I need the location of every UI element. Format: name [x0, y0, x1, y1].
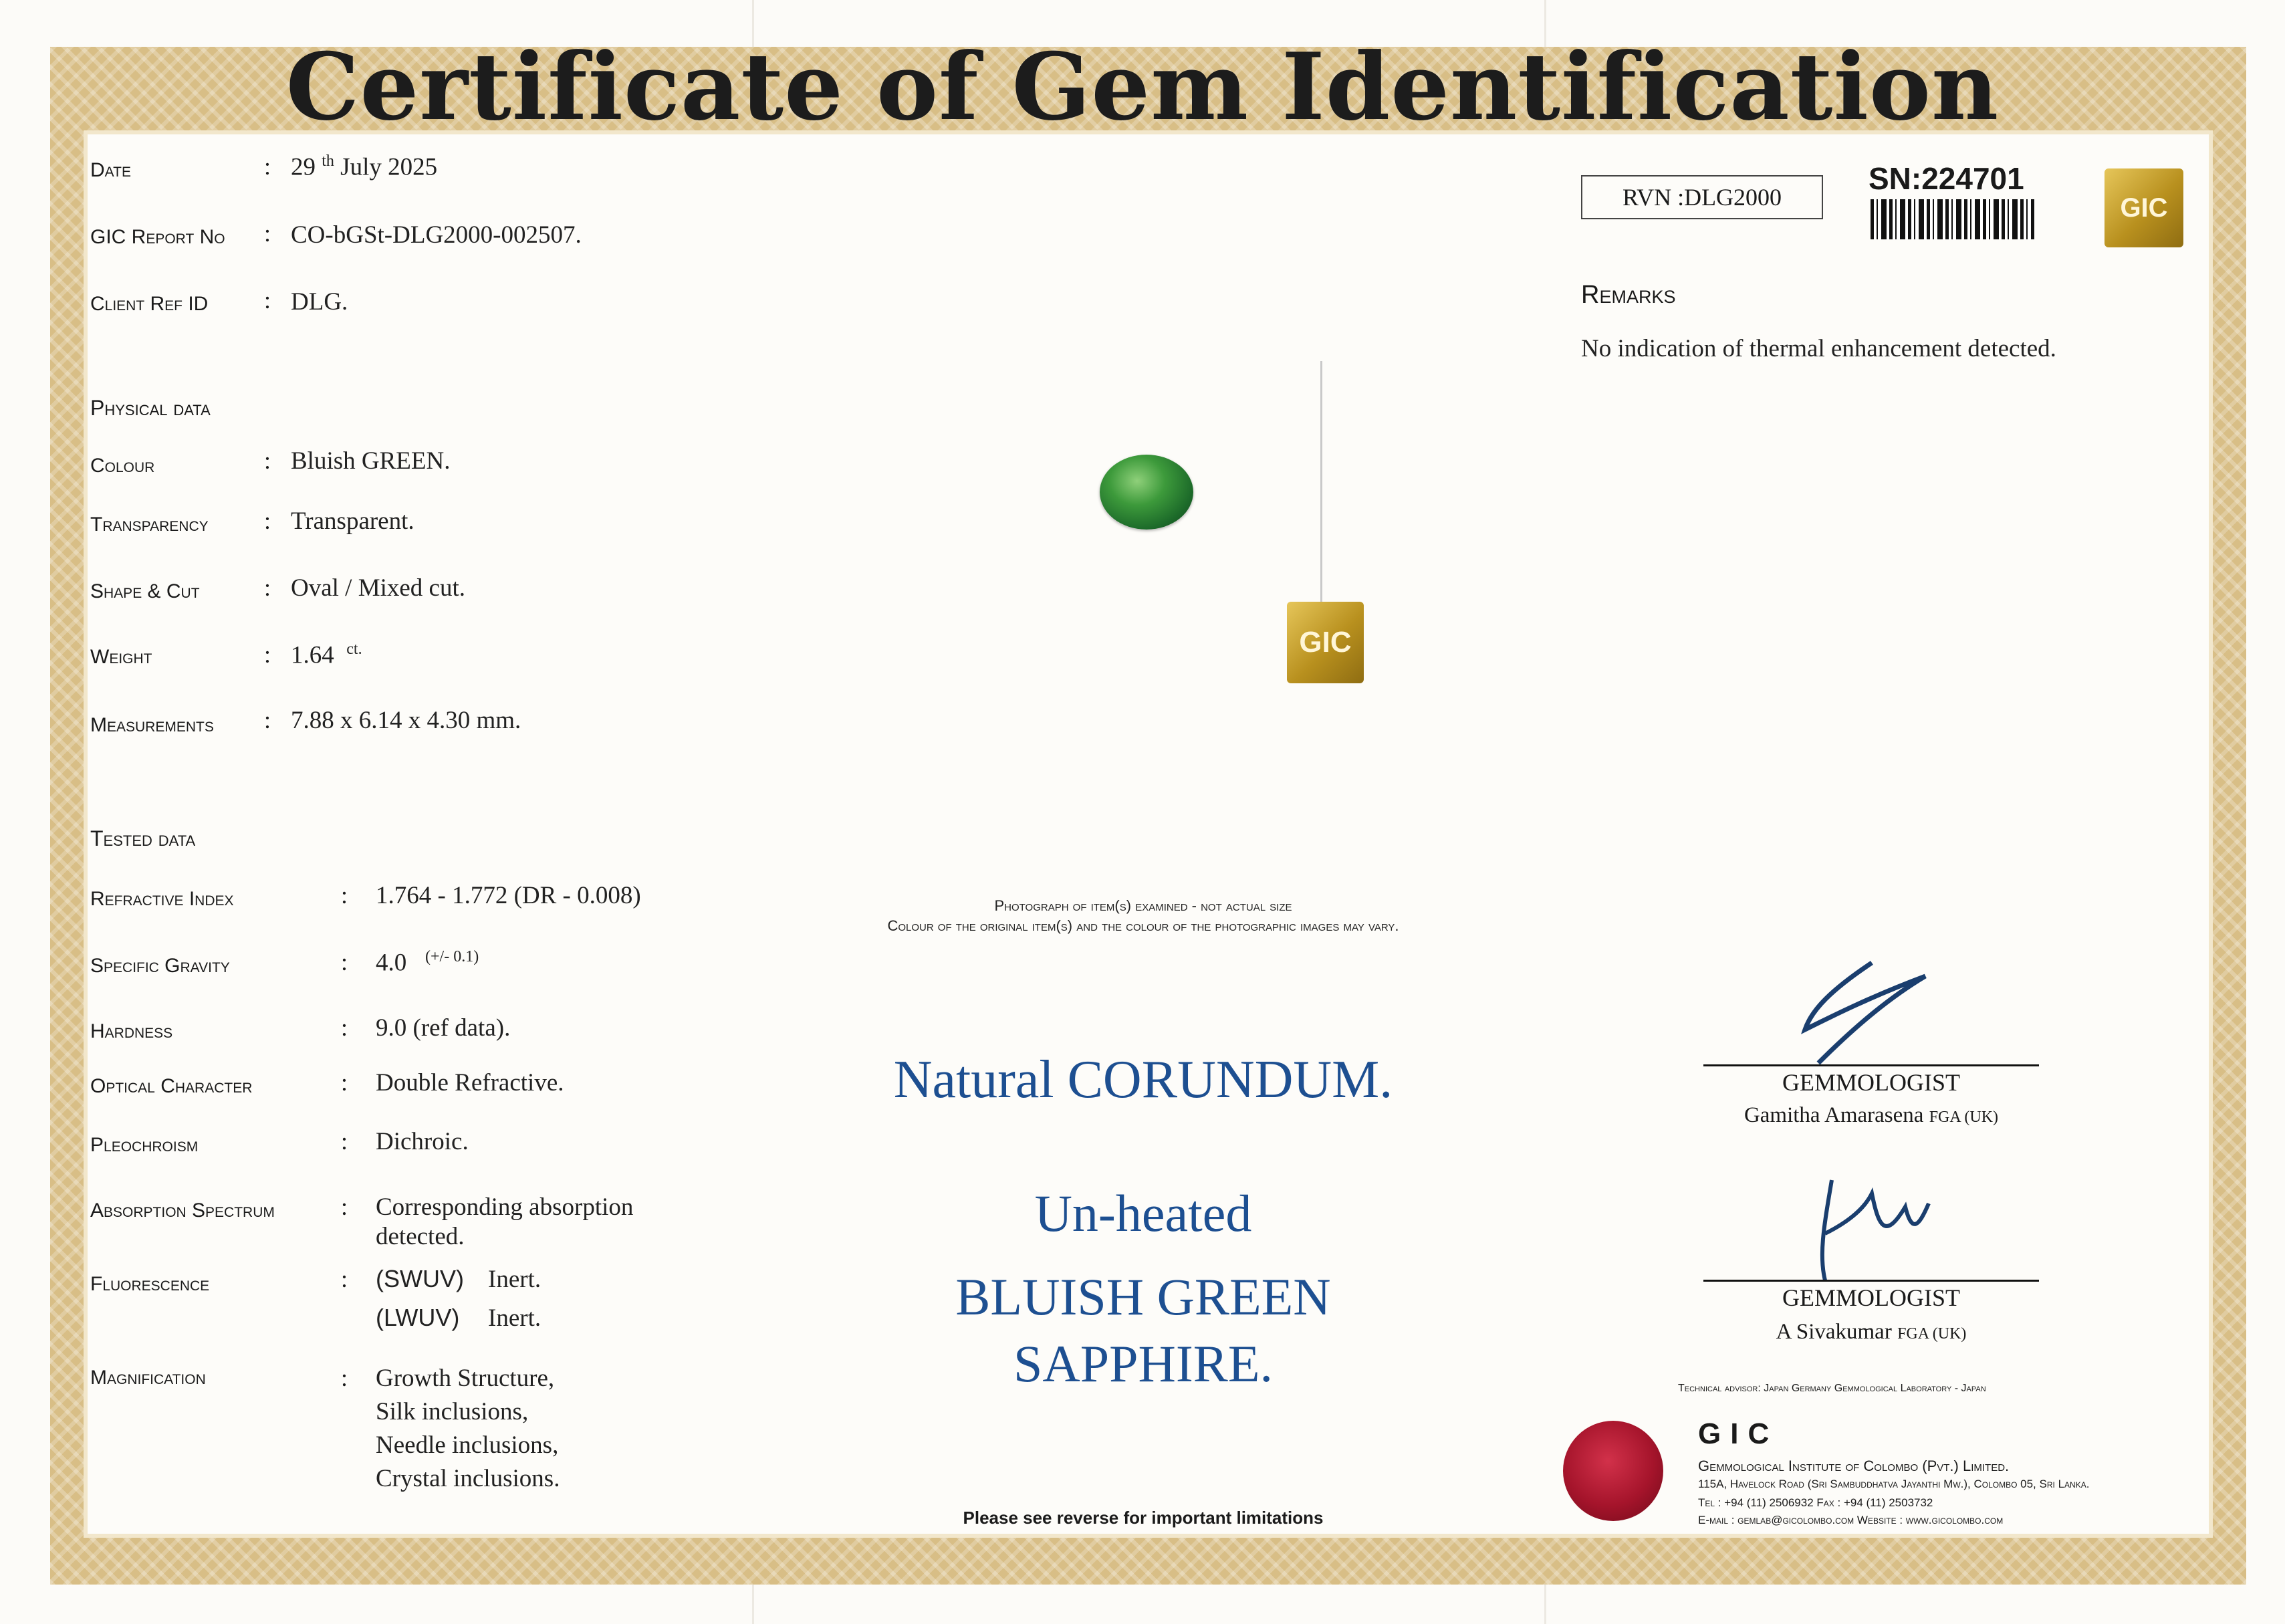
reverse-note: Please see reverse for important limitations — [963, 1508, 1324, 1528]
shape-cut-label: Shape & Cut — [90, 580, 200, 602]
colon: : — [264, 153, 271, 180]
hardness-value: 9.0 (ref data). — [376, 1014, 511, 1042]
gemmologist-2-name: A Sivakumar FGA (UK) — [1776, 1320, 1967, 1344]
report-no-value: CO-bGSt-DLG2000-002507. — [291, 221, 582, 249]
tested-data-title: Tested data — [90, 826, 196, 850]
shape-cut-value: Oval / Mixed cut. — [291, 574, 466, 602]
rvn-box: RVN :DLG2000 — [1581, 175, 1823, 219]
gemmologist-2-role: GEMMOLOGIST — [1782, 1284, 1960, 1311]
colon: : — [264, 641, 271, 668]
magnification-line: Growth Structure, — [376, 1365, 555, 1392]
gic-hologram-seal: GIC — [1287, 602, 1364, 683]
magnification-line: Needle inclusions, — [376, 1431, 559, 1459]
signature-2-icon — [1805, 1167, 1939, 1287]
wax-seal-icon — [1563, 1421, 1663, 1521]
lwuv-label: (LWUV) — [376, 1304, 460, 1331]
signature-1-icon — [1792, 949, 1952, 1070]
magnification-label: Magnification — [90, 1367, 206, 1389]
ri-value: 1.764 - 1.772 (DR - 0.008) — [376, 882, 641, 909]
absorption-value: Corresponding absorption — [376, 1193, 634, 1221]
physical-data-title: Physical data — [90, 396, 211, 420]
colon: : — [264, 220, 271, 247]
variety-line-2: SAPPHIRE. — [1013, 1335, 1273, 1393]
colon: : — [264, 287, 271, 314]
date-value: 29 $^{th}$ July 2025 — [291, 152, 438, 181]
photo-pointer-line — [1320, 361, 1322, 615]
org-full-name: Gemmological Institute of Colombo (Pvt.) Limited. — [1698, 1458, 2010, 1474]
fluorescence-label: Fluorescence — [90, 1273, 210, 1295]
org-short-name: GIC — [1698, 1417, 1779, 1450]
weight-value: 1.64 $^{ct.}$ — [291, 641, 362, 669]
sg-label: Specific Gravity — [90, 955, 230, 977]
remarks-text: No indication of thermal enhancement detected. — [1581, 335, 2056, 362]
colon: : — [341, 1014, 348, 1041]
photo-note-line-1: Photograph of item(s) examined - not actual size — [994, 897, 1292, 914]
optical-character-value: Double Refractive. — [376, 1069, 564, 1096]
colon: : — [264, 574, 271, 601]
sg-value: 4.0 $^{(+/- 0.1)}$ — [376, 948, 479, 977]
magnification-line: Silk inclusions, — [376, 1398, 529, 1425]
variety-line-1: BLUISH GREEN — [955, 1268, 1331, 1326]
transparency-label: Transparency — [90, 513, 209, 536]
swuv-value: Inert. — [488, 1266, 542, 1293]
colour-value: Bluish GREEN. — [291, 447, 451, 475]
measurements-label: Measurements — [90, 714, 214, 736]
optical-character-label: Optical Character — [90, 1075, 253, 1097]
gemmologist-1-name: Gamitha Amarasena FGA (UK) — [1743, 1103, 1999, 1127]
colon: : — [264, 707, 271, 733]
signature-line — [1703, 1280, 2039, 1282]
signature-line — [1703, 1064, 2039, 1066]
gic-logo-seal: GIC — [2104, 168, 2183, 247]
org-phone: Tel : +94 (11) 2506932 Fax : +94 (11) 2503732 — [1698, 1496, 1933, 1509]
swuv-label: (SWUV) — [376, 1265, 464, 1292]
colon: : — [341, 882, 348, 909]
hardness-label: Hardness — [90, 1020, 173, 1042]
measurements-value: 7.88 x 6.14 x 4.30 mm. — [291, 707, 521, 734]
ri-label: Refractive Index — [90, 888, 234, 910]
report-no-label: GIC Report No — [90, 226, 225, 248]
weight-label: Weight — [90, 646, 152, 668]
certificate-title: Certificate of Gem Identification — [285, 32, 2000, 141]
remarks-title: Remarks — [1581, 281, 1676, 309]
colon: : — [341, 1365, 348, 1391]
colour-label: Colour — [90, 455, 155, 477]
client-ref-label: Client Ref ID — [90, 293, 209, 315]
absorption-value-2: detected. — [376, 1223, 465, 1250]
pleochroism-label: Pleochroism — [90, 1134, 199, 1156]
absorption-label: Absorption Spectrum — [90, 1199, 275, 1222]
lwuv-value: Inert. — [488, 1304, 542, 1332]
colon: : — [341, 949, 348, 975]
date-label: Date — [90, 159, 131, 181]
technical-advisor: Technical advisor: Japan Germany Gemmological Laboratory - Japan — [1678, 1383, 1986, 1394]
colon: : — [264, 507, 271, 534]
magnification-line: Crystal inclusions. — [376, 1465, 560, 1492]
colon: : — [341, 1193, 348, 1220]
transparency-value: Transparent. — [291, 507, 414, 535]
colon: : — [341, 1128, 348, 1155]
photo-note-line-2: Colour of the original item(s) and the colour of the photographic images may vary. — [887, 917, 1399, 934]
serial-number: SN:224701 — [1869, 161, 2024, 196]
client-ref-value: DLG. — [291, 288, 348, 316]
colon: : — [341, 1266, 348, 1292]
org-address: 115A, Havelock Road (Sri Sambuddhatva Jayanthi Mw.), Colombo 05, Sri Lanka. — [1698, 1478, 2090, 1490]
species-text: Natural CORUNDUM. — [893, 1050, 1393, 1109]
barcode-icon — [1871, 199, 2034, 239]
colon: : — [341, 1069, 348, 1096]
pleochroism-value: Dichroic. — [376, 1128, 469, 1155]
treatment-text: Un-heated — [1034, 1184, 1252, 1242]
gemstone-photo — [1100, 455, 1193, 530]
gemmologist-1-role: GEMMOLOGIST — [1782, 1069, 1960, 1096]
colon: : — [264, 447, 271, 474]
org-contact: E-mail : gemlab@gicolombo.com Website : www.gicolombo.com — [1698, 1514, 2004, 1526]
